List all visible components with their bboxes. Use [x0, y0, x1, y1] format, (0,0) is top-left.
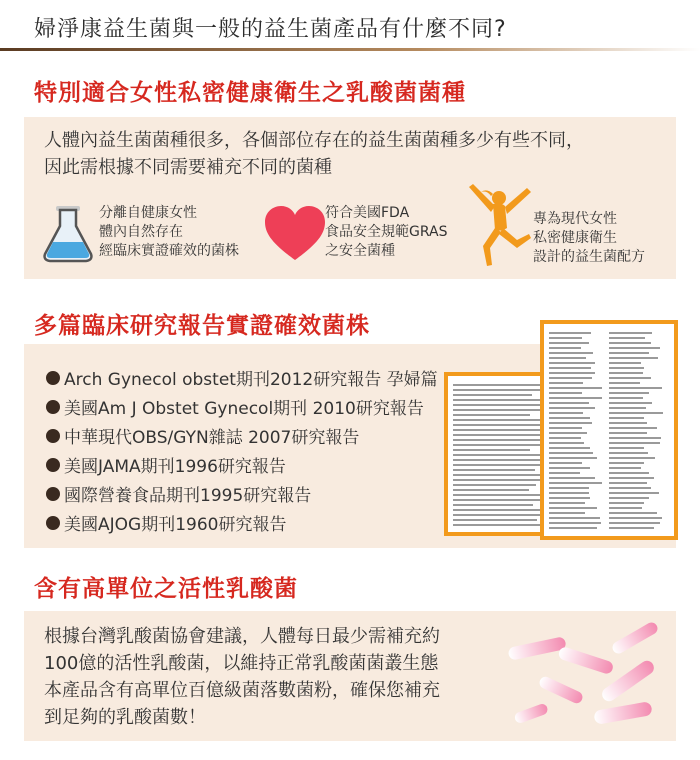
- paper-text-line: [549, 527, 597, 529]
- lactobacillus-icon: [498, 622, 673, 737]
- intro-line: 人體內益生菌菌種很多，各個部位存在的益生菌菌種多少有些不同，: [44, 130, 584, 151]
- paper-text-line: [549, 437, 581, 439]
- paper-text-line: [549, 492, 589, 494]
- paper-text-line: [609, 527, 654, 529]
- paper-text-line: [609, 362, 641, 364]
- list-item: [46, 508, 438, 537]
- paper-text-line: [453, 504, 533, 506]
- paper-text-line: [549, 357, 586, 359]
- research-paper-thumbnail: [540, 320, 678, 540]
- paper-text-line: [609, 502, 644, 504]
- paper-text-line: [609, 397, 643, 399]
- paper-text-line: [609, 342, 651, 344]
- paper-text-line: [549, 487, 589, 489]
- paper-text-line: [549, 507, 597, 509]
- paper-text-line: [609, 497, 649, 499]
- paper-text-line: [609, 447, 644, 449]
- feature-line: 分離自健康女性: [99, 205, 197, 221]
- paper-text-line: [609, 427, 657, 429]
- paper-text-line: [549, 392, 582, 394]
- flask-icon: [40, 204, 96, 264]
- body-line: 100億的活性乳酸菌，以維持正常乳酸菌菌叢生態: [44, 653, 439, 674]
- feature-gras-text-1: [99, 204, 239, 261]
- bullet-dot-icon: [46, 458, 60, 472]
- paper-text-line: [609, 337, 645, 339]
- feature-line: 設計的益生菌配方: [533, 249, 645, 265]
- paper-text-line: [549, 442, 584, 444]
- paper-text-line: [549, 397, 602, 399]
- paper-text-line: [549, 372, 595, 374]
- paper-text-line: [609, 347, 660, 349]
- paper-text-line: [453, 469, 535, 471]
- paper-text-line: [453, 519, 537, 521]
- body-line: 到足夠的乳酸菌數！: [44, 707, 206, 728]
- report-text: 美國JAMA期刊1996研究報告: [64, 457, 286, 477]
- paper-text-line: [609, 492, 659, 494]
- paper-text-line: [609, 332, 652, 334]
- feature-gras-text: [325, 204, 447, 261]
- paper-text-line: [549, 427, 582, 429]
- section2-heading: 多篇臨床研究報告實證確效菌株: [34, 313, 370, 339]
- paper-text-line: [609, 402, 652, 404]
- body-line: 根據台灣乳酸菌協會建議，人體每日最少需補充約: [44, 626, 440, 647]
- paper-text-line: [609, 452, 648, 454]
- paper-text-line: [549, 497, 590, 499]
- report-text: Arch Gynecol obstet期刊2012研究報告 孕婦篇: [64, 370, 438, 390]
- feature-line: 食品安全規範GRAS: [325, 224, 448, 240]
- paper-text-line: [453, 394, 532, 396]
- report-text: 國際營養食品期刊1995研究報告: [64, 486, 312, 506]
- paper-text-line: [549, 457, 597, 459]
- paper-text-line: [453, 459, 540, 461]
- paper-text-line: [609, 392, 649, 394]
- bullet-dot-icon: [46, 516, 60, 530]
- paper-text-line: [549, 522, 601, 524]
- report-text: 美國Am J Obstet Gynecol期刊 2010研究報告: [64, 399, 424, 419]
- paper-text-line: [549, 352, 593, 354]
- paper-text-line: [549, 407, 595, 409]
- paper-text-line: [549, 412, 583, 414]
- report-text: 美國AJOG期刊1960研究報告: [64, 515, 287, 535]
- page-title: 婦淨康益生菌與一般的益生菌產品有什麼不同?: [34, 17, 507, 42]
- report-list: [46, 363, 438, 537]
- paper-text-line: [453, 429, 550, 431]
- paper-text-line: [549, 482, 602, 484]
- paper-text-line: [549, 362, 595, 364]
- paper-text-line: [549, 377, 592, 379]
- feature-line: 之安全菌種: [325, 243, 395, 259]
- paper-text-line: [609, 377, 651, 379]
- feature-line: 經臨床實證確效的菌株: [99, 243, 239, 259]
- paper-text-line: [609, 407, 646, 409]
- list-item: [46, 363, 438, 392]
- paper-text-line: [609, 412, 663, 414]
- bullet-dot-icon: [46, 371, 60, 385]
- paper-text-line: [453, 434, 542, 436]
- paper-text-line: [549, 387, 602, 389]
- paper-text-line: [453, 489, 529, 491]
- paper-text-line: [549, 367, 591, 369]
- jumping-woman-icon: [457, 176, 537, 270]
- paper-text-line: [609, 442, 660, 444]
- paper-text-line: [609, 512, 657, 514]
- body-line: 本產品含有高單位百億級菌落數菌粉，確保您補充: [44, 680, 440, 701]
- paper-text-line: [609, 357, 658, 359]
- section3-body: [44, 623, 440, 731]
- list-item: [46, 421, 438, 450]
- feature-line: 專為現代女性: [533, 211, 617, 227]
- list-item: [46, 450, 438, 479]
- paper-text-line: [609, 387, 662, 389]
- section1-heading: 特別適合女性私密健康衛生之乳酸菌菌種: [34, 80, 466, 106]
- intro-line: 因此需根據不同需要補充不同的菌種: [44, 157, 332, 178]
- paper-text-line: [453, 524, 551, 526]
- paper-text-line: [549, 347, 581, 349]
- paper-text-line: [549, 382, 583, 384]
- paper-text-line: [609, 462, 644, 464]
- paper-text-line: [609, 487, 651, 489]
- paper-text-line: [609, 352, 649, 354]
- paper-text-line: [549, 462, 582, 464]
- paper-text-line: [453, 449, 530, 451]
- paper-text-line: [453, 404, 552, 406]
- paper-text-line: [609, 417, 644, 419]
- paper-text-line: [549, 432, 587, 434]
- paper-text-line: [609, 382, 640, 384]
- paper-text-line: [453, 484, 536, 486]
- section3-heading: 含有高單位之活性乳酸菌: [34, 576, 298, 602]
- paper-text-line: [609, 372, 643, 374]
- feature-design-text: [533, 210, 645, 267]
- paper-text-line: [549, 342, 589, 344]
- paper-text-line: [609, 522, 660, 524]
- paper-text-line: [609, 482, 647, 484]
- bullet-dot-icon: [46, 487, 60, 501]
- paper-text-line: [609, 432, 647, 434]
- paper-text-line: [549, 517, 600, 519]
- feature-line: 符合美國FDA: [325, 205, 410, 221]
- paper-text-line: [609, 507, 642, 509]
- paper-text-line: [549, 417, 590, 419]
- paper-text-line: [609, 517, 662, 519]
- list-item: [46, 479, 438, 508]
- paper-text-line: [609, 457, 655, 459]
- bullet-dot-icon: [46, 429, 60, 443]
- paper-text-line: [549, 477, 595, 479]
- paper-text-line: [609, 437, 661, 439]
- paper-text-line: [453, 399, 540, 401]
- list-item: [46, 392, 438, 421]
- paper-text-line: [549, 502, 585, 504]
- paper-text-line: [549, 332, 591, 334]
- paper-text-line: [549, 402, 589, 404]
- report-text: 中華現代OBS/GYN雜誌 2007研究報告: [64, 428, 360, 448]
- paper-text-line: [609, 477, 654, 479]
- paper-text-line: [609, 367, 644, 369]
- feature-line: 體內自然存在: [99, 224, 183, 240]
- paper-text-line: [549, 472, 580, 474]
- paper-text-line: [609, 422, 647, 424]
- paper-text-line: [453, 414, 530, 416]
- paper-text-line: [549, 467, 590, 469]
- paper-text-line: [609, 467, 641, 469]
- bullet-dot-icon: [46, 400, 60, 414]
- paper-text-line: [549, 452, 593, 454]
- paper-text-line: [453, 509, 552, 511]
- heart-icon: [263, 204, 327, 262]
- paper-text-line: [549, 337, 582, 339]
- paper-text-line: [549, 447, 590, 449]
- paper-text-line: [609, 472, 649, 474]
- paper-text-line: [549, 422, 592, 424]
- section1-intro: [44, 127, 584, 181]
- feature-line: 私密健康衛生: [533, 230, 617, 246]
- paper-text-line: [549, 512, 585, 514]
- title-divider: [0, 48, 700, 51]
